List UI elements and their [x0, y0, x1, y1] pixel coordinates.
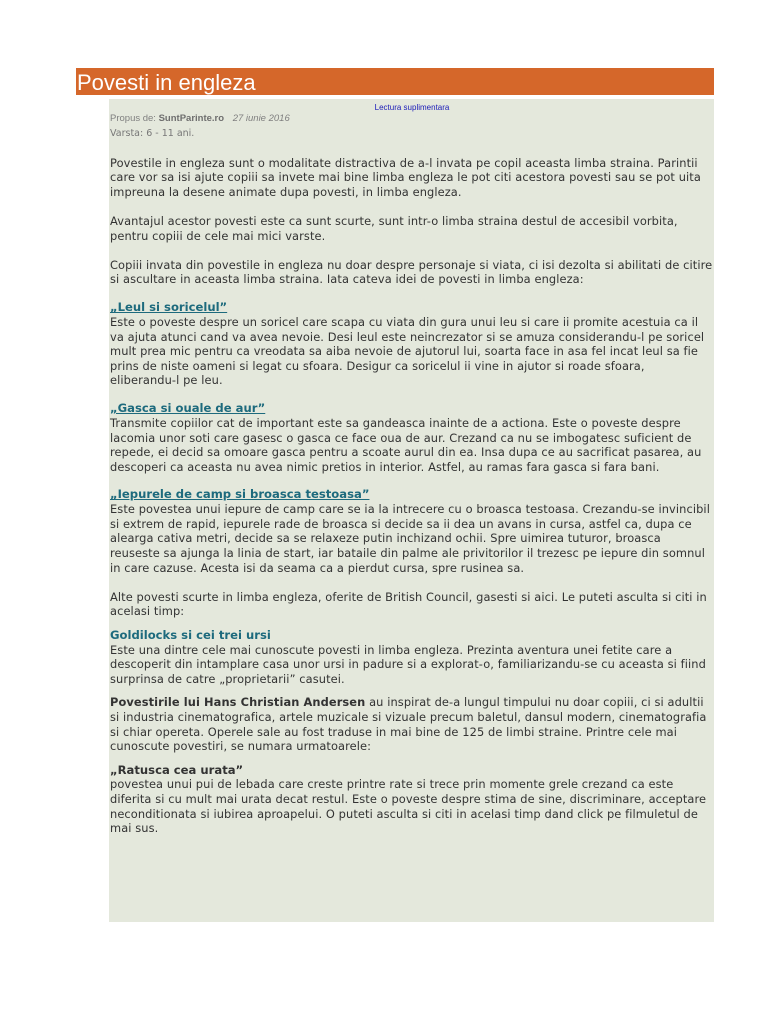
story-text-gasca: Transmite copiilor cat de important este sa gandeasca inainte de a actiona. Este o poveste despre lacomia unor soti care gasesc o gasca ce face oua de aur. Crezand ca nu se imbogatesc suficient de repede, ei decid sa omoare gasca pentru a scoate aurul din ea. Insa dupa ce au sacrificat pasarea, au descoperi ca aceasta nu avea nimic pretios in interior. Astfel, au ramas fara gasca si fara bani. [110, 415, 702, 474]
andersen-text: au inspirat de-a lungul timpului nu doar copiii, ci si adultii si industria cinematografica, artele muzicale si vizuale precum baletul, dansul modern, cinematografia si chiar opereta. Operele sale au fost traduse in mai bine de 125 de limbi straine. Printre cele mai cunoscute povestiri, se numara urmatoarele: [110, 695, 707, 754]
age-range: Varsta: 6 - 11 ani. [110, 128, 195, 139]
andersen-bold: Povestirile lui Hans Christian Andersen [110, 695, 366, 710]
story-text-leul: Este o poveste despre un soricel care scapa cu viata din gura unui leu si care ii promite acestuia ca il va ajuta atunci cand va avea nevoie. Desi leul este neincrezator si se amuza considerandu-l pe soricel mult prea mic pentru ca vreodata sa aiba nevoie de ajutorul lui, soarta face in asa fel incat leul sa fie prins de niste oameni si legat cu sfoara. Desigur ca soricelul ii vine in ajutor si roade sfoara, eliberandu-l pe leu. [110, 314, 705, 388]
author-site: SuntParinte.ro [158, 113, 225, 124]
andersen-paragraph [110, 695, 714, 753]
propus-label: Propus de: [110, 113, 156, 124]
intro-paragraph-2: Avantajul acestor povesti este ca sunt scurte, sunt intr-o limba straina destul de accesibil vorbita, pentru copiii de cele mai mici varste. [110, 213, 678, 243]
article-meta [110, 113, 714, 125]
story-text-iepurele: Este povestea unui iepure de camp care se ia la intrecere cu o broasca testoasa. Crezandu-se invincibil si extrem de rapid, iepurele rade de broasca si decide sa ii dea un avans in cursa, astfel ca, dupa ce alearga cativa metri, decide sa se relaxeze putin inchizand ochii. Spre uimirea tuturor, broasca reuseste sa ajunga la linia de start, iar bataile din palme ale privitorilor il trezesc pe iepure din somnul in care cazuse. Acesta isi da seama ca a pierdut cursa, spre rusinea sa. [110, 502, 710, 575]
intro-paragraph-3: Copiii invata din povestile in engleza nu doar despre personaje si viata, ci isi dezolta si abilitati de citire si ascultare in aceasta limba straina. Iata cateva idei de povesti in limba engleza: [110, 257, 713, 287]
page-title: Povesti in engleza [77, 70, 256, 95]
goldilocks-text: Este una dintre cele mai cunoscute povesti in limba engleza. Prezinta aventura unei fetite care a descoperit din intamplare casa unor ursi in padure si a explorat-o, familiarizandu-se cu aceasta si fiind surprinsa de catre „proprietarii” casutei. [110, 642, 706, 686]
story-link-leul[interactable]: „Leul si soricelul” [110, 299, 228, 314]
title-bar [76, 68, 714, 95]
article-body [109, 99, 714, 922]
story-link-gasca[interactable]: „Gasca si ouale de aur” [110, 400, 266, 415]
intro-paragraph-1: Povestile in engleza sunt o modalitate distractiva de a-l invata pe copil aceasta limba straina. Parintii care vor sa isi ajute copiii sa invete mai bine limba engleza le pot citi acestora povesti sau se pot uita impreuna la desene animate dupa povesti, in limba engleza. [110, 155, 701, 199]
ratusca-text: povestea unui pui de lebada care creste printre rate si trece prin momente grele crezand ca este diferita si cu mult mai urata decat restul. Este o poveste despre stima de sine, discriminare, acceptare neconditionata si iubirea aproapelui. O puteti asculta si citi in acelasi timp dand click pe filmuletul de mai sus. [110, 777, 707, 836]
british-council-paragraph: Alte povesti scurte in limba engleza, oferite de British Council, gasesti si aici. Le puteti asculta si citi in acelasi timp: [110, 589, 707, 619]
publish-date: 27 iunie 2016 [232, 113, 290, 124]
ratusca-heading: „Ratusca cea urata” [110, 762, 244, 777]
story-link-iepurele[interactable]: „Iepurele de camp si broasca testoasa” [110, 487, 370, 502]
goldilocks-heading: Goldilocks si cei trei ursi [110, 628, 271, 643]
lectura-suplimentara-link[interactable]: Lectura suplimentara [374, 103, 450, 112]
